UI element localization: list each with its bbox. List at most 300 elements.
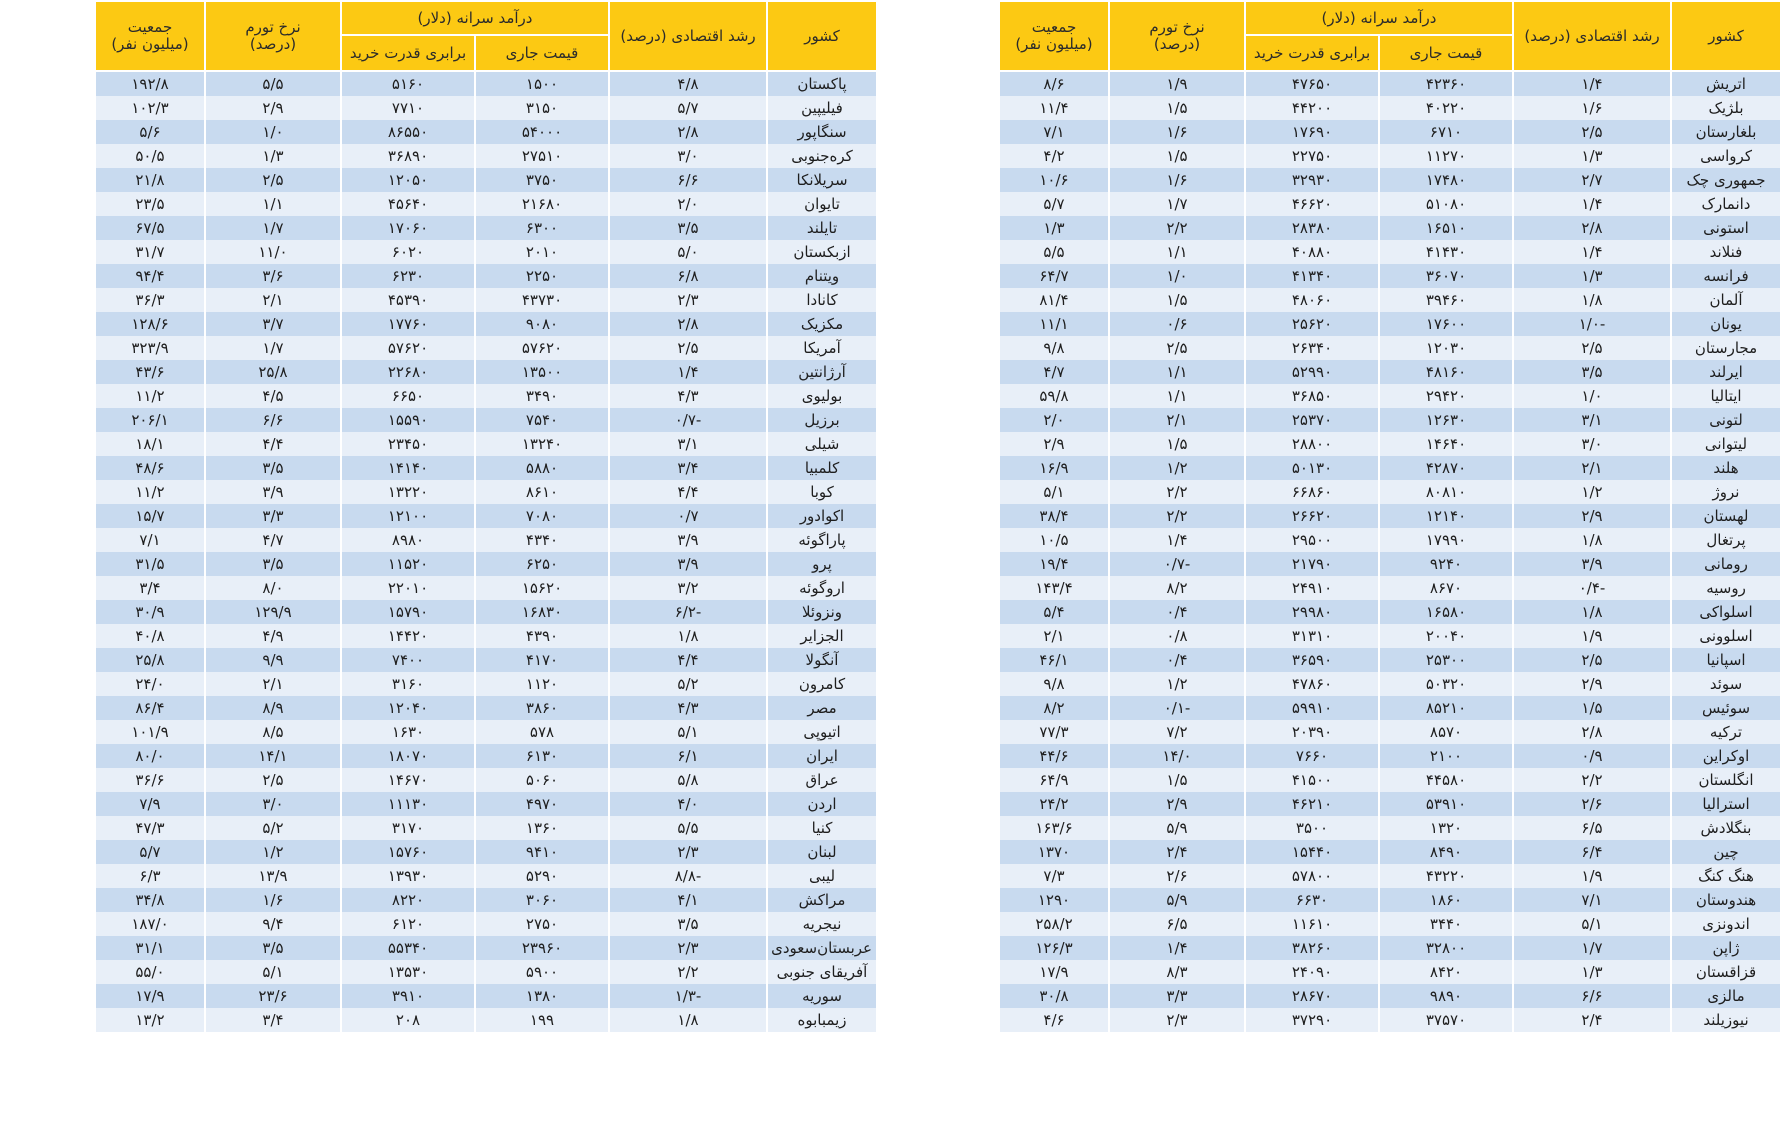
cell-country: اسلوونی bbox=[1671, 624, 1780, 648]
cell-population: ۹/۸ bbox=[999, 672, 1109, 696]
cell-inflation: ۳/۰ bbox=[205, 792, 341, 816]
cell-spacer bbox=[1, 192, 95, 216]
cell-spacer bbox=[907, 624, 999, 648]
cell-country: مراکش bbox=[767, 888, 877, 912]
cell-population: ۱۲۶/۳ bbox=[999, 936, 1109, 960]
cell-spacer bbox=[1, 1008, 95, 1032]
cell-growth: ۳/۹ bbox=[609, 528, 767, 552]
cell-current: ۲۰۰۴۰ bbox=[1379, 624, 1513, 648]
cell-growth: ۲/۷ bbox=[1513, 168, 1671, 192]
cell-spacer bbox=[1, 624, 95, 648]
cell-growth: ۱/۸ bbox=[609, 624, 767, 648]
cell-growth: ۲/۳ bbox=[609, 840, 767, 864]
cell-growth: ۱/۷ bbox=[1513, 936, 1671, 960]
cell-growth: ۳/۰ bbox=[609, 144, 767, 168]
cell-country: ازبکستان bbox=[767, 240, 877, 264]
cell-spacer bbox=[907, 168, 999, 192]
cell-growth: ۲/۳ bbox=[609, 288, 767, 312]
table-row bbox=[907, 144, 1780, 168]
table-row bbox=[907, 720, 1780, 744]
cell-growth: ۳/۵ bbox=[1513, 360, 1671, 384]
table-row bbox=[907, 936, 1780, 960]
cell-current: ۱۲۶۳۰ bbox=[1379, 408, 1513, 432]
cell-growth: ۳/۲ bbox=[609, 576, 767, 600]
cell-growth: ۲/۹ bbox=[1513, 672, 1671, 696]
cell-inflation: ۱۳/۹ bbox=[205, 864, 341, 888]
table-row bbox=[907, 840, 1780, 864]
cell-ppp: ۴۶۲۱۰ bbox=[1245, 792, 1379, 816]
cell-ppp: ۵۱۶۰ bbox=[341, 71, 475, 96]
cell-country: سنگاپور bbox=[767, 120, 877, 144]
cell-spacer bbox=[907, 984, 999, 1008]
cell-current: ۲۱۶۸۰ bbox=[475, 192, 609, 216]
cell-spacer bbox=[1, 312, 95, 336]
cell-country: استرالیا bbox=[1671, 792, 1780, 816]
cell-inflation: ۶/۵ bbox=[1109, 912, 1245, 936]
cell-current: ۱۳۵۰۰ bbox=[475, 360, 609, 384]
cell-growth: ۲/۱ bbox=[1513, 456, 1671, 480]
cell-ppp: ۶۲۳۰ bbox=[341, 264, 475, 288]
table-row bbox=[1, 288, 877, 312]
cell-country: آفریقای جنوبی bbox=[767, 960, 877, 984]
header-income-current: قیمت جاری bbox=[1379, 35, 1513, 71]
cell-growth: ۴/۸ bbox=[609, 71, 767, 96]
cell-spacer bbox=[907, 504, 999, 528]
cell-country: کلمبیا bbox=[767, 456, 877, 480]
cell-country: یونان bbox=[1671, 312, 1780, 336]
cell-country: مجارستان bbox=[1671, 336, 1780, 360]
table-row bbox=[1, 816, 877, 840]
cell-spacer bbox=[1, 216, 95, 240]
cell-country: مالزی bbox=[1671, 984, 1780, 1008]
table-row bbox=[907, 672, 1780, 696]
cell-spacer bbox=[1, 720, 95, 744]
cell-population: ۱۲۸/۶ bbox=[95, 312, 205, 336]
cell-inflation: ۸/۵ bbox=[205, 720, 341, 744]
cell-current: ۲۷۵۰ bbox=[475, 912, 609, 936]
cell-current: ۶۱۳۰ bbox=[475, 744, 609, 768]
cell-population: ۵/۷ bbox=[999, 192, 1109, 216]
cell-inflation: ۸/۹ bbox=[205, 696, 341, 720]
cell-current: ۲۷۵۱۰ bbox=[475, 144, 609, 168]
cell-population: ۴۶/۱ bbox=[999, 648, 1109, 672]
cell-spacer bbox=[907, 264, 999, 288]
cell-ppp: ۳۲۹۳۰ bbox=[1245, 168, 1379, 192]
cell-population: ۲/۰ bbox=[999, 408, 1109, 432]
cell-ppp: ۳۱۳۱۰ bbox=[1245, 624, 1379, 648]
cell-current: ۴۳۲۲۰ bbox=[1379, 864, 1513, 888]
cell-growth: ۱/۴ bbox=[1513, 192, 1671, 216]
cell-growth: ۴/۴ bbox=[609, 648, 767, 672]
cell-inflation: ۱/۳ bbox=[205, 144, 341, 168]
table-row bbox=[1, 480, 877, 504]
cell-spacer bbox=[907, 840, 999, 864]
cell-growth: ۵/۰ bbox=[609, 240, 767, 264]
cell-growth: ۱/۸ bbox=[1513, 600, 1671, 624]
cell-current: ۳۰۶۰ bbox=[475, 888, 609, 912]
cell-country: کره‌جنوبی bbox=[767, 144, 877, 168]
table-row bbox=[1, 600, 877, 624]
cell-growth: ۱/۴ bbox=[1513, 71, 1671, 96]
cell-ppp: ۴۱۵۰۰ bbox=[1245, 768, 1379, 792]
cell-country: پاراگوئه bbox=[767, 528, 877, 552]
cell-growth: ۰/۹ bbox=[1513, 744, 1671, 768]
cell-ppp: ۴۵۳۹۰ bbox=[341, 288, 475, 312]
table-row bbox=[1, 504, 877, 528]
cell-inflation: ۷/۲ bbox=[1109, 720, 1245, 744]
cell-spacer bbox=[907, 672, 999, 696]
cell-spacer bbox=[1, 264, 95, 288]
table-row bbox=[907, 288, 1780, 312]
cell-spacer bbox=[1, 960, 95, 984]
cell-population: ۱۰۱/۹ bbox=[95, 720, 205, 744]
cell-spacer bbox=[907, 696, 999, 720]
cell-country: آمریکا bbox=[767, 336, 877, 360]
cell-country: اتیوپی bbox=[767, 720, 877, 744]
cell-country: اسلواکی bbox=[1671, 600, 1780, 624]
cell-inflation: -۰/۷ bbox=[1109, 552, 1245, 576]
cell-country: جمهوری چک bbox=[1671, 168, 1780, 192]
cell-spacer bbox=[907, 456, 999, 480]
cell-inflation: ۱۴/۱ bbox=[205, 744, 341, 768]
table-row bbox=[1, 360, 877, 384]
table-row bbox=[1, 720, 877, 744]
cell-population: ۳۶/۶ bbox=[95, 768, 205, 792]
cell-population: ۱۱/۲ bbox=[95, 384, 205, 408]
cell-growth: ۲/۲ bbox=[609, 960, 767, 984]
cell-inflation: ۱۱/۰ bbox=[205, 240, 341, 264]
cell-ppp: ۷۶۶۰ bbox=[1245, 744, 1379, 768]
cell-population: ۵/۱ bbox=[999, 480, 1109, 504]
cell-growth: ۳/۵ bbox=[609, 216, 767, 240]
table-row bbox=[1, 768, 877, 792]
table-row bbox=[907, 432, 1780, 456]
cell-growth: ۵/۸ bbox=[609, 768, 767, 792]
cell-country: آرژانتین bbox=[767, 360, 877, 384]
cell-country: کنیا bbox=[767, 816, 877, 840]
cell-inflation: ۱/۷ bbox=[205, 336, 341, 360]
table-row bbox=[1, 264, 877, 288]
cell-country: اردن bbox=[767, 792, 877, 816]
cell-growth: ۲/۴ bbox=[1513, 1008, 1671, 1032]
cell-ppp: ۱۵۷۹۰ bbox=[341, 600, 475, 624]
cell-inflation: ۲/۲ bbox=[1109, 504, 1245, 528]
cell-ppp: ۴۵۶۴۰ bbox=[341, 192, 475, 216]
cell-spacer bbox=[907, 144, 999, 168]
cell-growth: ۳/۹ bbox=[1513, 552, 1671, 576]
cell-population: ۱۰/۶ bbox=[999, 168, 1109, 192]
cell-current: ۱۷۹۹۰ bbox=[1379, 528, 1513, 552]
cell-ppp: ۳۸۲۶۰ bbox=[1245, 936, 1379, 960]
cell-current: ۲۲۵۰ bbox=[475, 264, 609, 288]
cell-ppp: ۱۴۱۴۰ bbox=[341, 456, 475, 480]
cell-current: ۱۳۶۰ bbox=[475, 816, 609, 840]
cell-spacer bbox=[907, 120, 999, 144]
cell-growth: ۱/۴ bbox=[1513, 240, 1671, 264]
cell-spacer bbox=[1, 504, 95, 528]
header-income-current: قیمت جاری bbox=[475, 35, 609, 71]
cell-ppp: ۸۶۵۵۰ bbox=[341, 120, 475, 144]
cell-population: ۴۴/۶ bbox=[999, 744, 1109, 768]
cell-current: ۳۲۸۰۰ bbox=[1379, 936, 1513, 960]
cell-growth: ۱/۳ bbox=[1513, 960, 1671, 984]
cell-country: بولیوی bbox=[767, 384, 877, 408]
table-row bbox=[907, 960, 1780, 984]
cell-population: ۴۰/۸ bbox=[95, 624, 205, 648]
cell-ppp: ۱۵۷۶۰ bbox=[341, 840, 475, 864]
cell-current: ۸۰۸۱۰ bbox=[1379, 480, 1513, 504]
cell-spacer bbox=[1, 576, 95, 600]
header-country: کشور bbox=[767, 1, 877, 71]
cell-spacer bbox=[1, 336, 95, 360]
cell-country: انگلستان bbox=[1671, 768, 1780, 792]
cell-growth: ۱/۵ bbox=[1513, 696, 1671, 720]
cell-ppp: ۴۶۶۲۰ bbox=[1245, 192, 1379, 216]
header-inflation bbox=[205, 1, 341, 71]
cell-country: پرتغال bbox=[1671, 528, 1780, 552]
cell-growth: ۲/۳ bbox=[609, 936, 767, 960]
table-row bbox=[907, 192, 1780, 216]
cell-current: ۴۳۴۰ bbox=[475, 528, 609, 552]
cell-population: ۲۵۸/۲ bbox=[999, 912, 1109, 936]
cell-ppp: ۱۳۵۳۰ bbox=[341, 960, 475, 984]
cell-growth: -۱/۰ bbox=[1513, 312, 1671, 336]
cell-current: ۲۱۰۰ bbox=[1379, 744, 1513, 768]
cell-ppp: ۶۶۳۰ bbox=[1245, 888, 1379, 912]
cell-current: ۳۴۴۰ bbox=[1379, 912, 1513, 936]
cell-growth: ۳/۴ bbox=[609, 456, 767, 480]
table-row bbox=[1, 168, 877, 192]
cell-country: بنگلادش bbox=[1671, 816, 1780, 840]
cell-ppp: ۵۵۳۴۰ bbox=[341, 936, 475, 960]
cell-population: ۴۸/۶ bbox=[95, 456, 205, 480]
cell-spacer bbox=[907, 408, 999, 432]
cell-ppp: ۲۹۹۸۰ bbox=[1245, 600, 1379, 624]
cell-population: ۳۱/۷ bbox=[95, 240, 205, 264]
cell-population: ۲۰۶/۱ bbox=[95, 408, 205, 432]
cell-spacer bbox=[907, 936, 999, 960]
cell-inflation: ۲/۵ bbox=[205, 768, 341, 792]
cell-inflation: ۳/۹ bbox=[205, 480, 341, 504]
cell-ppp: ۵۹۹۱۰ bbox=[1245, 696, 1379, 720]
cell-inflation: ۰/۴ bbox=[1109, 600, 1245, 624]
cell-growth: ۱/۸ bbox=[609, 1008, 767, 1032]
cell-growth: ۳/۱ bbox=[609, 432, 767, 456]
cell-ppp: ۵۲۹۹۰ bbox=[1245, 360, 1379, 384]
cell-ppp: ۴۷۶۵۰ bbox=[1245, 71, 1379, 96]
cell-spacer bbox=[1, 96, 95, 120]
cell-country: لیتوانی bbox=[1671, 432, 1780, 456]
table-row bbox=[907, 360, 1780, 384]
table-row bbox=[907, 168, 1780, 192]
cell-population: ۸/۶ bbox=[999, 71, 1109, 96]
cell-country: اتریش bbox=[1671, 71, 1780, 96]
table-row bbox=[1, 696, 877, 720]
cell-spacer bbox=[1, 552, 95, 576]
cell-current: ۴۳۷۳۰ bbox=[475, 288, 609, 312]
cell-country: استونی bbox=[1671, 216, 1780, 240]
cell-current: ۸۴۲۰ bbox=[1379, 960, 1513, 984]
cell-spacer bbox=[1, 71, 95, 96]
table-row bbox=[1, 456, 877, 480]
cell-inflation: ۱/۷ bbox=[1109, 192, 1245, 216]
table-row bbox=[907, 96, 1780, 120]
cell-country: روسیه bbox=[1671, 576, 1780, 600]
cell-current: ۴۹۷۰ bbox=[475, 792, 609, 816]
cell-inflation: ۳/۵ bbox=[205, 552, 341, 576]
cell-country: برزیل bbox=[767, 408, 877, 432]
cell-spacer bbox=[907, 552, 999, 576]
cell-ppp: ۲۱۷۹۰ bbox=[1245, 552, 1379, 576]
cell-population: ۱۰/۵ bbox=[999, 528, 1109, 552]
cell-inflation: ۴/۴ bbox=[205, 432, 341, 456]
header-inflation-label: نرخ تورم (درصد) bbox=[1149, 18, 1205, 53]
cell-country: شیلی bbox=[767, 432, 877, 456]
cell-population: ۹۴/۴ bbox=[95, 264, 205, 288]
cell-inflation: ۱/۱ bbox=[1109, 240, 1245, 264]
cell-population: ۱۹/۴ bbox=[999, 552, 1109, 576]
cell-growth: ۱/۲ bbox=[1513, 480, 1671, 504]
cell-country: ترکیه bbox=[1671, 720, 1780, 744]
cell-current: ۲۰۱۰ bbox=[475, 240, 609, 264]
cell-current: ۳۷۵۰ bbox=[475, 168, 609, 192]
table-row bbox=[1, 528, 877, 552]
cell-ppp: ۷۴۰۰ bbox=[341, 648, 475, 672]
cell-population: ۲/۱ bbox=[999, 624, 1109, 648]
cell-population: ۲۳/۵ bbox=[95, 192, 205, 216]
cell-growth: ۳/۵ bbox=[609, 912, 767, 936]
cell-spacer bbox=[1, 432, 95, 456]
cell-current: ۱۹۹ bbox=[475, 1008, 609, 1032]
cell-growth: ۳/۹ bbox=[609, 552, 767, 576]
cell-ppp: ۲۶۶۲۰ bbox=[1245, 504, 1379, 528]
cell-ppp: ۲۶۳۴۰ bbox=[1245, 336, 1379, 360]
header-growth: رشد اقتصادی (درصد) bbox=[609, 1, 767, 71]
cell-inflation: ۱/۶ bbox=[1109, 120, 1245, 144]
header-population bbox=[95, 1, 205, 71]
cell-current: ۴۱۷۰ bbox=[475, 648, 609, 672]
cell-current: ۴۳۹۰ bbox=[475, 624, 609, 648]
cell-inflation: ۱/۰ bbox=[1109, 264, 1245, 288]
table-row bbox=[907, 552, 1780, 576]
cell-ppp: ۱۳۹۳۰ bbox=[341, 864, 475, 888]
table-row bbox=[907, 504, 1780, 528]
cell-ppp: ۱۲۰۴۰ bbox=[341, 696, 475, 720]
cell-current: ۱۶۸۳۰ bbox=[475, 600, 609, 624]
data-table-left bbox=[0, 0, 878, 1032]
cell-spacer bbox=[1, 480, 95, 504]
cell-inflation: -۰/۱ bbox=[1109, 696, 1245, 720]
cell-ppp: ۲۳۴۵۰ bbox=[341, 432, 475, 456]
cell-current: ۹۰۸۰ bbox=[475, 312, 609, 336]
cell-spacer bbox=[907, 71, 999, 96]
cell-country: هلند bbox=[1671, 456, 1780, 480]
cell-spacer bbox=[1, 168, 95, 192]
cell-population: ۷۷/۳ bbox=[999, 720, 1109, 744]
cell-inflation: ۲۳/۶ bbox=[205, 984, 341, 1008]
header-inflation bbox=[1109, 1, 1245, 71]
cell-growth: -۸/۸ bbox=[609, 864, 767, 888]
cell-growth: ۱/۳ bbox=[1513, 264, 1671, 288]
cell-inflation: ۱/۱ bbox=[1109, 360, 1245, 384]
cell-ppp: ۱۸۰۷۰ bbox=[341, 744, 475, 768]
cell-inflation: ۵/۲ bbox=[205, 816, 341, 840]
cell-ppp: ۶۶۵۰ bbox=[341, 384, 475, 408]
cell-growth: ۲/۹ bbox=[1513, 504, 1671, 528]
cell-population: ۸۶/۴ bbox=[95, 696, 205, 720]
cell-population: ۲۵/۸ bbox=[95, 648, 205, 672]
cell-country: مکزیک bbox=[767, 312, 877, 336]
cell-country: فیلیپین bbox=[767, 96, 877, 120]
cell-ppp: ۲۴۰۹۰ bbox=[1245, 960, 1379, 984]
cell-ppp: ۶۶۸۶۰ bbox=[1245, 480, 1379, 504]
cell-growth: ۱/۸ bbox=[1513, 288, 1671, 312]
cell-spacer bbox=[907, 96, 999, 120]
cell-population: ۱۱/۱ bbox=[999, 312, 1109, 336]
cell-inflation: ۱/۲ bbox=[1109, 672, 1245, 696]
cell-spacer bbox=[907, 384, 999, 408]
cell-current: ۵۲۹۰ bbox=[475, 864, 609, 888]
cell-growth: -۶/۲ bbox=[609, 600, 767, 624]
cell-inflation: ۵/۱ bbox=[205, 960, 341, 984]
header-population bbox=[999, 1, 1109, 71]
cell-country: رومانی bbox=[1671, 552, 1780, 576]
cell-ppp: ۲۲۶۸۰ bbox=[341, 360, 475, 384]
cell-population: ۱۸۷/۰ bbox=[95, 912, 205, 936]
cell-ppp: ۳۷۲۹۰ bbox=[1245, 1008, 1379, 1032]
cell-population: ۲۴/۰ bbox=[95, 672, 205, 696]
table-row bbox=[907, 216, 1780, 240]
cell-current: ۴۸۱۶۰ bbox=[1379, 360, 1513, 384]
cell-spacer bbox=[1, 648, 95, 672]
table-row bbox=[1, 71, 877, 96]
cell-inflation: ۱۲۹/۹ bbox=[205, 600, 341, 624]
cell-population: ۱۷/۹ bbox=[999, 960, 1109, 984]
cell-growth: ۱/۹ bbox=[1513, 864, 1671, 888]
table-row bbox=[1, 864, 877, 888]
cell-country: عراق bbox=[767, 768, 877, 792]
cell-inflation: ۲/۳ bbox=[1109, 1008, 1245, 1032]
cell-growth: ۷/۱ bbox=[1513, 888, 1671, 912]
cell-spacer bbox=[1, 744, 95, 768]
cell-inflation: ۱/۵ bbox=[1109, 144, 1245, 168]
cell-growth: ۱/۸ bbox=[1513, 528, 1671, 552]
cell-population: ۲۴/۲ bbox=[999, 792, 1109, 816]
cell-country: فنلاند bbox=[1671, 240, 1780, 264]
cell-inflation: ۵/۹ bbox=[1109, 888, 1245, 912]
cell-country: ونزوئلا bbox=[767, 600, 877, 624]
cell-spacer bbox=[1, 840, 95, 864]
table-row bbox=[907, 120, 1780, 144]
cell-country: اسپانیا bbox=[1671, 648, 1780, 672]
cell-spacer bbox=[907, 192, 999, 216]
cell-growth: ۴/۰ bbox=[609, 792, 767, 816]
cell-inflation: ۱/۵ bbox=[1109, 288, 1245, 312]
cell-spacer bbox=[1, 240, 95, 264]
cell-spacer bbox=[1, 936, 95, 960]
cell-ppp: ۱۱۶۱۰ bbox=[1245, 912, 1379, 936]
cell-spacer bbox=[907, 768, 999, 792]
cell-ppp: ۱۴۶۷۰ bbox=[341, 768, 475, 792]
cell-ppp: ۱۵۵۹۰ bbox=[341, 408, 475, 432]
table-row bbox=[1, 192, 877, 216]
cell-growth: -۱/۳ bbox=[609, 984, 767, 1008]
table-row bbox=[1, 312, 877, 336]
cell-spacer bbox=[1, 360, 95, 384]
cell-country: قزاقستان bbox=[1671, 960, 1780, 984]
cell-spacer bbox=[1, 144, 95, 168]
cell-inflation: ۳/۶ bbox=[205, 264, 341, 288]
